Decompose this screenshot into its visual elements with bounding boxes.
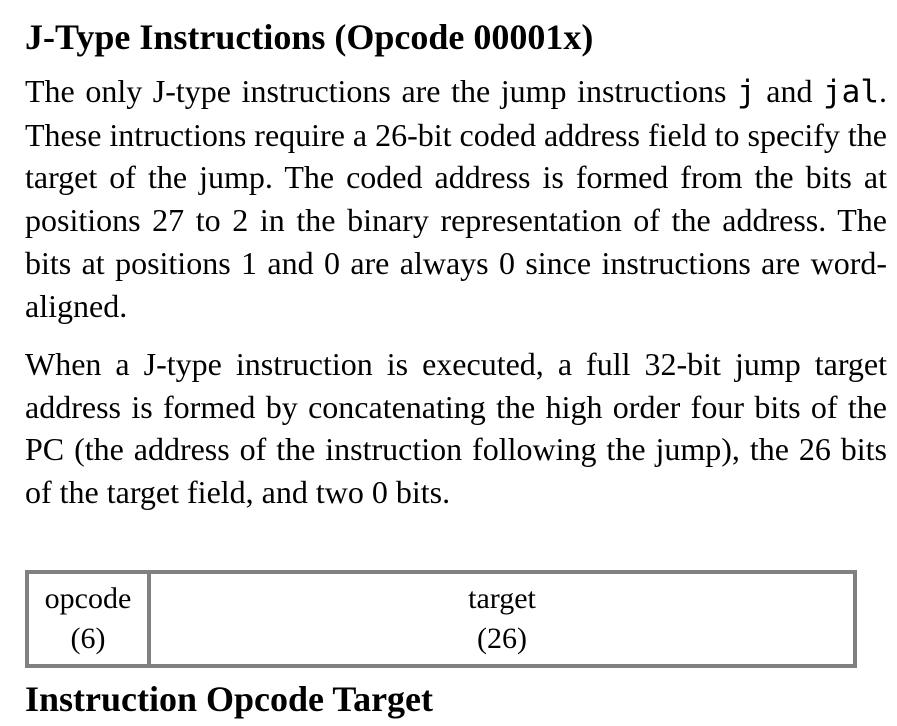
intro-text-3: . These intructions require a 26-bit coded address field to specify the target of the jump. The coded address is formed from the bits at positions 27 to 2 in the binary representation of the address. The bits at positions 1 and 0 are always 0 since instructions are word-aligned. [25,73,888,324]
opcode-field-name: opcode [44,582,132,615]
opcode-field-bits: (6) [70,622,106,655]
target-field-bits: (26) [477,622,527,655]
instruction-format-table [25,570,857,668]
intro-text-2: and [755,73,824,109]
next-table-heading-text: Instruction Opcode Target [25,679,434,719]
code-j: j [737,74,756,110]
section-heading: J-Type Instructions (Opcode 00001x) [25,17,594,57]
code-jal: jal [823,74,880,110]
target-field-name: target [468,582,536,615]
next-table-heading-partial [25,672,895,719]
intro-paragraph [25,70,887,327]
execution-paragraph: When a J-type instruction is executed, a full 32-bit jump target address is formed by concatenating the high order four bits of the PC (the address of the instruction following the jump), the 26 bits of the target field, and two 0 bits. [25,346,887,511]
target-field [151,574,853,664]
opcode-field [29,574,151,664]
intro-text-1: The only J-type instructions are the jump instructions [25,73,737,109]
